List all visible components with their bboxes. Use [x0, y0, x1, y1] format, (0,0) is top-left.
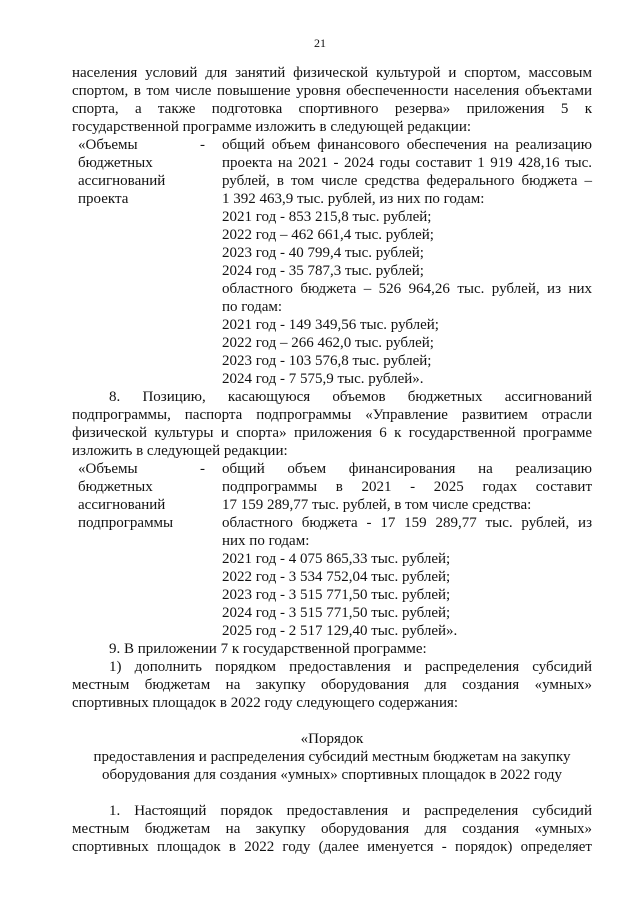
item-8-paragraph — [72, 388, 592, 460]
text-line: бюджетных — [78, 155, 153, 171]
text-line: бюджетных — [78, 479, 153, 495]
text-line: областного бюджета – 526 964,26 тыс. рублей, из них — [222, 281, 592, 297]
text-line: рублей, в том числе средства федерального бюджета – — [222, 173, 592, 189]
text-line: 2024 год - 35 787,3 тыс. рублей; — [222, 263, 424, 279]
text-line: 2022 год – 266 462,0 тыс. рублей; — [222, 335, 434, 351]
budget-table-project — [72, 136, 592, 388]
text-line: 17 159 289,77 тыс. рублей, в том числе средства: — [222, 497, 532, 513]
text-line: 2023 год - 3 515 771,50 тыс. рублей; — [222, 587, 451, 603]
text-line: 2024 год - 3 515 771,50 тыс. рублей; — [222, 605, 451, 621]
text-line: предоставления и распределения субсидий местным бюджетам на закупку — [93, 749, 571, 765]
intro-paragraph — [72, 64, 592, 136]
text-line: 9. В приложении 7 к государственной программе: — [109, 641, 427, 657]
item-9-paragraph — [72, 640, 592, 712]
text-line: 1) дополнить порядком предоставления и распределения субсидий — [109, 659, 592, 675]
page-number: 21 — [314, 36, 326, 50]
order-title — [72, 730, 592, 784]
text-line: государственной программе изложить в следующей редакции: — [72, 119, 472, 135]
text-line: 1 392 463,9 тыс. рублей, из них по годам: — [222, 191, 485, 207]
text-line: ассигнований — [78, 497, 166, 513]
text-line: 2024 год - 7 575,9 тыс. рублей». — [222, 371, 424, 387]
text-line: 2025 год - 2 517 129,40 тыс. рублей». — [222, 623, 458, 639]
text-line: местным бюджетам на закупку оборудования для создания «умных» — [72, 677, 592, 693]
text-line: общий объем финансового обеспечения на реализацию — [222, 137, 592, 153]
text-line: по годам: — [222, 299, 283, 315]
text-line: «Объемы — [78, 137, 138, 153]
text-line: местным бюджетам на закупку оборудования для создания «умных» — [72, 821, 592, 837]
text-line: 2022 год – 462 661,4 тыс. рублей; — [222, 227, 434, 243]
text-line: 2021 год - 4 075 865,33 тыс. рублей; — [222, 551, 451, 567]
text-line: спортивных площадок в 2022 году (далее именуется - порядок) определяет — [72, 839, 592, 855]
text-line: 2021 год - 853 215,8 тыс. рублей; — [222, 209, 432, 225]
text-line: 2021 год - 149 349,56 тыс. рублей; — [222, 317, 439, 333]
text-line: проекта — [78, 191, 129, 207]
table-left-column — [72, 136, 200, 388]
text-line: 8. Позицию, касающуюся объемов бюджетных ассигнований — [109, 389, 592, 405]
table-right-column — [222, 460, 592, 640]
text-line: областного бюджета - 17 159 289,77 тыс. рублей, из — [222, 515, 592, 531]
text-line: подпрограммы — [78, 515, 174, 531]
text-line: 2023 год - 40 799,4 тыс. рублей; — [222, 245, 424, 261]
text-line: подпрограммы, паспорта подпрограммы «Управление развитием отрасли — [72, 407, 592, 423]
budget-table-subprogram — [72, 460, 592, 640]
text-line: населения условий для занятий физической культурой и спортом, массовым — [72, 65, 592, 81]
text-line: физической культуры и спорта» приложения 6 к государственной программе — [72, 425, 592, 441]
text-line: подпрограммы в 2021 - 2025 годах составит — [222, 479, 592, 495]
text-line: изложить в следующей редакции: — [72, 443, 288, 459]
table-dash: - — [200, 137, 205, 153]
text-line: спортивных площадок в 2022 году следующего содержания: — [72, 695, 459, 711]
text-line: 2022 год - 3 534 752,04 тыс. рублей; — [222, 569, 451, 585]
paragraph-1 — [72, 802, 592, 856]
text-line: спорта, а также подготовка спортивного резерва» приложения 5 к — [72, 101, 592, 117]
spacer — [72, 712, 592, 730]
table-dash: - — [200, 461, 205, 477]
text-line: 2023 год - 103 576,8 тыс. рублей; — [222, 353, 432, 369]
text-line: 1. Настоящий порядок предоставления и распределения субсидий — [109, 803, 592, 819]
table-left-column — [72, 460, 200, 640]
text-line: спортом, в том числе повышение уровня обеспеченности населения объектами — [72, 83, 592, 99]
text-line: проекта на 2021 - 2024 годы составит 1 919 428,16 тыс. — [222, 155, 592, 171]
text-line: общий объем финансирования на реализацию — [222, 461, 592, 477]
text-line: «Порядок — [300, 731, 364, 747]
text-line: них по годам: — [222, 533, 310, 549]
text-line: ассигнований — [78, 173, 166, 189]
text-line: «Объемы — [78, 461, 138, 477]
document-body — [72, 64, 592, 856]
text-line: оборудования для создания «умных» спортивных площадок в 2022 году — [101, 767, 563, 783]
table-right-column — [222, 136, 592, 388]
spacer — [72, 784, 592, 802]
